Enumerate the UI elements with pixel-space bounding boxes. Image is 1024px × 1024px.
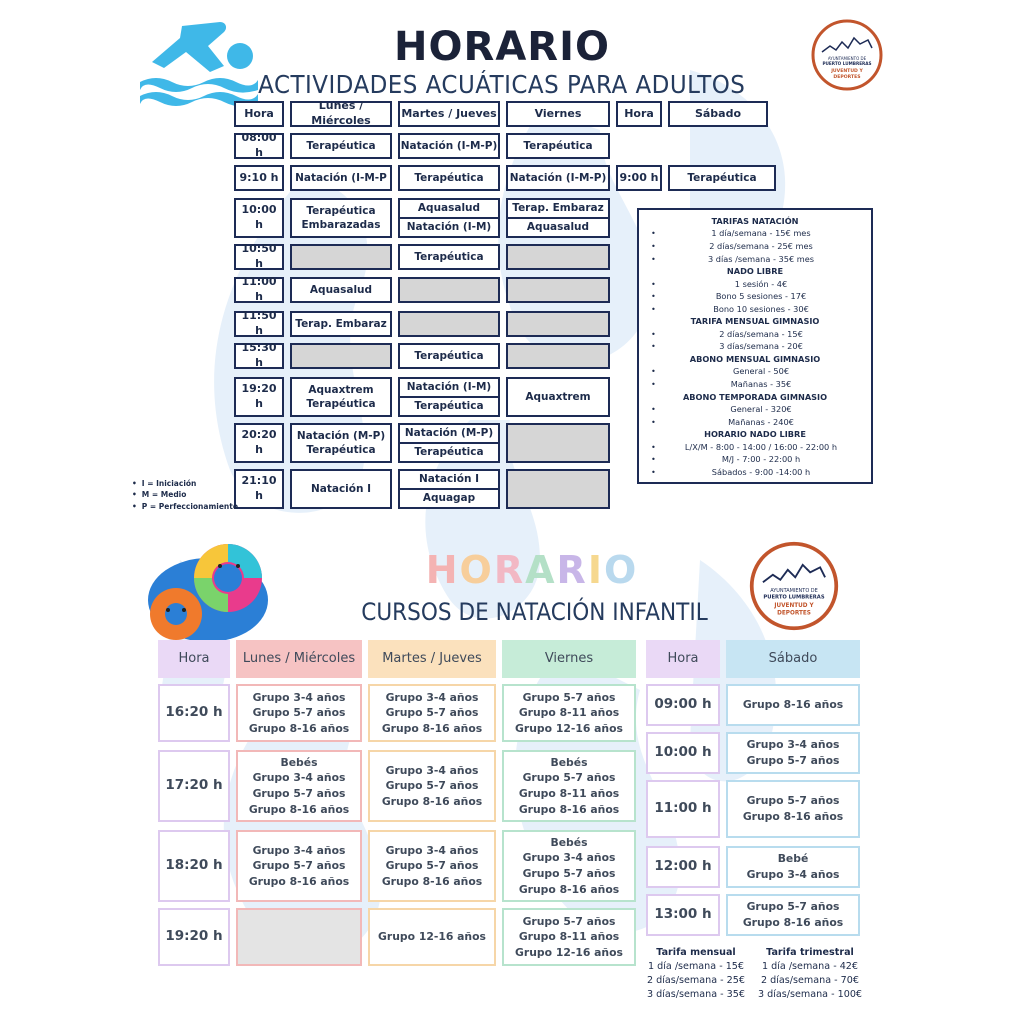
adult-hour-cell: 11:50 h [234, 311, 284, 337]
adult-activity-label: Terapéutica [414, 171, 484, 184]
kids-group-cell [236, 830, 362, 902]
adult-activity-cell [398, 165, 500, 191]
adult-activity-label: Embarazadas [301, 219, 381, 231]
adult-activity-label: Aquasalud [417, 202, 481, 215]
kids-group-cell [368, 908, 496, 966]
logo2-line-3: JUVENTUD Y [774, 603, 814, 610]
kids-header-hora-sabado: Hora [646, 640, 720, 678]
adult-hour-cell: 20:20 h [234, 423, 284, 463]
kids-group-cell [236, 684, 362, 742]
kids-group-cell [368, 750, 496, 822]
adult-activity-cell [398, 277, 500, 303]
adult-activity-cell [506, 133, 610, 159]
tarifa-trimestral [756, 946, 864, 1002]
adult-activity-cell [398, 469, 500, 509]
adult-hour-cell: 21:10 h [234, 469, 284, 509]
kids-group-label: Grupo 8-16 años [381, 874, 483, 888]
kids-group-label: Grupo 5-7 años [385, 859, 479, 873]
tarifas-box [637, 208, 873, 484]
kids-group-label: Grupo 5-7 años [252, 859, 346, 873]
adult-activity-label: Natación (I-M-P) [400, 139, 498, 152]
tarifa-item: • 2 días/semana - 25€ mes [649, 240, 861, 253]
tarifa-trimestral-item: 2 días/semana - 70€ [761, 975, 859, 986]
kids-group-cell [236, 750, 362, 822]
adult-activity-cell [398, 244, 500, 270]
kids-group-label: Bebés [550, 835, 588, 849]
legend-item: • I = Iniciación [132, 478, 238, 489]
kids-subtitle: CURSOS DE NATACIÓN INFANTIL [360, 598, 708, 626]
tarifa-mensual-title: Tarifa mensual [656, 947, 736, 958]
kids-group-label: Grupo 5-7 años [522, 914, 616, 928]
tarifa-trimestral-item: 3 días/semana - 100€ [757, 989, 863, 1000]
tarifa-trimestral-title: Tarifa trimestral [766, 947, 854, 958]
adult-activity-cell [290, 244, 392, 270]
adult-activity-label: Terapéutica [523, 139, 593, 152]
kids-group-label: Grupo 8-11 años [518, 706, 620, 720]
kids-group-label: Grupo 3-4 años [385, 843, 479, 857]
kids-group-label: Grupo 3-4 años [252, 690, 346, 704]
adult-activity-label: Natación I [310, 482, 372, 495]
tarifa-mensual-item: 1 día /semana - 15€ [647, 961, 745, 972]
legend-item: • P = Perfeccionamiento [132, 501, 238, 512]
kids-saturday-groups [726, 684, 860, 726]
adult-activity-label: Terapéutica [306, 204, 376, 217]
tarifa-item: • L/X/M - 8:00 - 14:00 / 16:00 - 22:00 h [649, 441, 861, 454]
kids-group-label: Grupo 3-4 años [746, 738, 840, 752]
kids-group-label: Grupo 8-16 años [518, 802, 620, 816]
adult-activity-cell [398, 377, 500, 417]
adult-activity-label: Natación (I-M-P [295, 171, 387, 184]
adult-header-lunes-miercoles: Lunes / Miércoles [290, 101, 392, 127]
tarifa-trimestral-item: 1 día /semana - 42€ [761, 961, 859, 972]
kids-title-letter: I [587, 548, 604, 592]
logo-line-2: PUERTO LUMBRERAS [822, 61, 872, 66]
kids-header-sabado: Sábado [726, 640, 860, 678]
adult-hour-cell: 9:10 h [234, 165, 284, 191]
adult-activity-label: Terapéutica [306, 139, 376, 152]
kids-group-label: Grupo 12-16 años [378, 930, 486, 944]
adult-activity-label: Aquasalud [309, 283, 373, 296]
tarifa-heading: ABONO MENSUAL GIMNASIO [689, 353, 821, 364]
tarifa-item: • Bono 10 sesiones - 30€ [649, 303, 861, 316]
adult-activity-cell [290, 343, 392, 369]
kids-group-label: Grupo 8-16 años [381, 721, 483, 735]
kids-group-label: Grupo 5-7 años [522, 867, 616, 880]
kids-group-label: Grupo 5-7 años [252, 706, 346, 720]
kids-group-label: Grupo 5-7 años [522, 771, 616, 785]
adult-hour-cell: 15:30 h [234, 343, 284, 369]
adult-activity-cell [398, 133, 500, 159]
kids-group-label: Grupo 3-4 años [252, 843, 346, 857]
adult-activity-cell [290, 469, 392, 509]
adult-activity-cell [506, 343, 610, 369]
adult-activity-label: Terapéutica [414, 349, 484, 362]
logo2-line-1: AYUNTAMIENTO DE [770, 588, 818, 595]
kids-title-letter: A [525, 548, 557, 592]
adult-saturday-activity: Terapéutica [668, 165, 776, 191]
logo2-line-2: PUERTO LUMBRERAS [763, 594, 825, 601]
kids-group-label: Grupo 8-16 años [742, 810, 844, 823]
tarifa-mensual-item: 2 días/semana - 25€ [647, 975, 745, 986]
kids-group-cell [368, 830, 496, 902]
tarifa-mensual-item: 3 días/semana - 35€ [647, 989, 745, 1000]
tarifa-heading: TARIFA MENSUAL GIMNASIO [690, 316, 820, 327]
adult-activity-label: Terapéutica [400, 396, 498, 415]
kids-group-label: Grupo 8-16 años [248, 874, 350, 888]
kids-saturday-hour: 13:00 h [646, 894, 720, 936]
kids-title-letter: R [493, 548, 526, 592]
tarifa-item: • 1 día/semana - 15€ mes [649, 227, 861, 240]
adult-activity-cell [290, 311, 392, 337]
adult-activity-label: Natación (I-M-P) [509, 171, 607, 184]
kids-title [0, 548, 1024, 595]
tarifa-item: • 1 sesión - 4€ [649, 278, 861, 291]
adult-activity-label: Terapéutica [414, 250, 484, 263]
kids-group-cell [502, 684, 636, 742]
kids-group-label: Grupo 8-11 años [518, 930, 620, 944]
kids-header-viernes: Viernes [502, 640, 636, 678]
adult-hour-cell: 10:00 h [234, 198, 284, 238]
adult-activity-cell [506, 277, 610, 303]
kids-hour-cell: 19:20 h [158, 908, 230, 966]
logo-line-4: DEPORTES [833, 75, 861, 80]
kids-hour-cell: 17:20 h [158, 750, 230, 822]
tarifa-item: • General - 50€ [649, 365, 861, 378]
kids-group-label: Grupo 8-16 años [381, 794, 483, 808]
adult-activity-cell [398, 198, 500, 238]
kids-saturday-hour: 09:00 h [646, 684, 720, 726]
adult-hour-cell: 10:50 h [234, 244, 284, 270]
tarifa-item: • Mañanas - 35€ [649, 378, 861, 391]
adult-header-hora: Hora [234, 101, 284, 127]
adult-subtitle: ACTIVIDADES ACUÁTICAS PARA ADULTOS [258, 70, 746, 99]
adult-activity-cell [506, 198, 610, 238]
kids-group-label: Grupo 5-7 años [746, 900, 840, 914]
kids-group-label: Grupo 5-7 años [746, 754, 840, 767]
kids-group-label: Grupo 8-16 años [742, 916, 844, 929]
kids-group-label: Grupo 12-16 años [515, 721, 623, 735]
kids-saturday-hour: 12:00 h [646, 846, 720, 888]
logo-line-1: AYUNTAMIENTO DE [827, 56, 867, 61]
kids-group-cell [502, 750, 636, 822]
tarifa-item: • 3 días /semana - 35€ mes [649, 253, 861, 266]
adult-activity-label: Terap. Embaraz [512, 202, 604, 215]
kids-group-label: Grupo 5-7 años [252, 787, 346, 800]
kids-header-martes-jueves: Martes / Jueves [368, 640, 496, 678]
kids-header-lunes-miercoles: Lunes / Miércoles [236, 640, 362, 678]
kids-group-cell [368, 684, 496, 742]
kids-title-letter: H [425, 548, 460, 592]
adult-activity-cell [506, 244, 610, 270]
kids-group-label: Grupo 8-16 años [248, 802, 350, 816]
adult-activity-label: Natación (I-M) [406, 381, 492, 394]
kids-group-label: Grupo 5-7 años [522, 690, 616, 704]
kids-hour-cell: 16:20 h [158, 684, 230, 742]
kids-group-label: Grupo 5-7 años [385, 706, 479, 720]
kids-group-label: Grupo 5-7 años [385, 779, 479, 793]
kids-group-label: Bebés [280, 755, 318, 769]
adult-activity-cell [398, 343, 500, 369]
kids-title-letter: O [603, 548, 639, 592]
adult-saturday-hour: 9:00 h [616, 165, 662, 191]
legend-item: • M = Medio [132, 489, 238, 500]
adult-title: HORARIO [394, 24, 610, 70]
kids-group-label: Grupo 3-4 años [385, 763, 479, 777]
kids-group-label: Bebé [777, 852, 809, 866]
adult-header-viernes: Viernes [506, 101, 610, 127]
adult-activity-label: Aquasalud [508, 217, 608, 236]
kids-header-hora: Hora [158, 640, 230, 678]
adult-activity-label: Aquaxtrem [308, 383, 374, 396]
kids-title-letter: R [556, 548, 588, 592]
tarifa-mensual [646, 946, 746, 1002]
kids-group-label: Grupo 3-4 años [746, 868, 840, 881]
adult-activity-cell [506, 423, 610, 463]
tarifa-item: • General - 320€ [649, 403, 861, 416]
adult-activity-label: Aquaxtrem [525, 390, 591, 403]
kids-group-label: Grupo 8-11 años [518, 787, 620, 800]
tarifa-item: • 2 días/semana - 15€ [649, 328, 861, 341]
kids-group-label: Grupo 8-16 años [248, 721, 350, 735]
kids-group-label: Bebés [550, 755, 588, 769]
kids-group-label: Grupo 5-7 años [746, 794, 840, 808]
kids-group-label: Grupo 12-16 años [515, 945, 623, 959]
tarifa-item: • 3 días/semana - 20€ [649, 340, 861, 353]
adult-hour-cell: 19:20 h [234, 377, 284, 417]
kids-title-letter: O [459, 548, 494, 592]
adult-activity-label: Natación (M-P) [296, 429, 386, 442]
kids-group-label: Grupo 8-16 años [742, 698, 844, 712]
kids-group-label: Grupo 3-4 años [252, 771, 346, 785]
adult-activity-label: Natación (I-M) [400, 217, 498, 236]
kids-group-cell [502, 830, 636, 902]
adult-hour-cell: 08:00 h [234, 133, 284, 159]
adult-activity-label: Terap. Embaraz [295, 317, 387, 330]
adult-activity-cell [506, 469, 610, 509]
adult-activity-label: Natación (M-P) [404, 427, 494, 440]
adult-activity-label: Terapéutica [306, 444, 376, 456]
kids-group-cell [502, 908, 636, 966]
adult-hour-cell: 11:00 h [234, 277, 284, 303]
adult-header-hora-sabado: Hora [616, 101, 662, 127]
adult-activity-cell [290, 198, 392, 238]
tarifa-heading: HORARIO NADO LIBRE [704, 429, 806, 440]
kids-group-label: Grupo 3-4 años [385, 690, 479, 704]
adult-activity-cell [506, 377, 610, 417]
adult-activity-cell [290, 277, 392, 303]
kids-group-label: Grupo 3-4 años [522, 851, 616, 865]
adult-activity-label: Terapéutica [306, 398, 376, 410]
adult-header-sabado: Sábado [668, 101, 768, 127]
adult-activity-cell [290, 133, 392, 159]
logo2-line-4: DEPORTES [777, 610, 811, 617]
kids-saturday-groups [726, 846, 860, 888]
kids-saturday-groups [726, 780, 860, 838]
tarifa-heading: TARIFAS NATACIÓN [711, 216, 799, 226]
adult-activity-cell [398, 423, 500, 463]
kids-saturday-groups [726, 894, 860, 936]
adult-activity-cell [290, 165, 392, 191]
kids-group-cell [236, 908, 362, 966]
adult-header-martes-jueves: Martes / Jueves [398, 101, 500, 127]
adult-activity-label: Terapéutica [400, 442, 498, 461]
adult-activity-cell [506, 311, 610, 337]
tarifa-item: • Sábados - 9:00 -14:00 h [649, 466, 861, 479]
adult-activity-label: Natación I [418, 473, 480, 486]
adult-activity-cell [398, 311, 500, 337]
adult-activity-label: Aquagap [400, 488, 498, 507]
tarifa-heading: ABONO TEMPORADA GIMNASIO [682, 391, 828, 402]
kids-saturday-hour: 10:00 h [646, 732, 720, 774]
level-legend [132, 478, 238, 512]
tarifa-item: • M/J - 7:00 - 22:00 h [649, 453, 861, 466]
adult-activity-cell [506, 165, 610, 191]
tarifa-item: • Mañanas - 240€ [649, 416, 861, 429]
kids-saturday-hour: 11:00 h [646, 780, 720, 838]
kids-saturday-groups [726, 732, 860, 774]
tarifa-heading: NADO LIBRE [726, 266, 784, 277]
logo-line-3: JUVENTUD Y [831, 69, 863, 74]
adult-activity-cell [290, 423, 392, 463]
kids-hour-cell: 18:20 h [158, 830, 230, 902]
adult-activity-cell [290, 377, 392, 417]
kids-group-label: Grupo 8-16 años [518, 882, 620, 896]
tarifa-item: • Bono 5 sesiones - 17€ [649, 290, 861, 303]
